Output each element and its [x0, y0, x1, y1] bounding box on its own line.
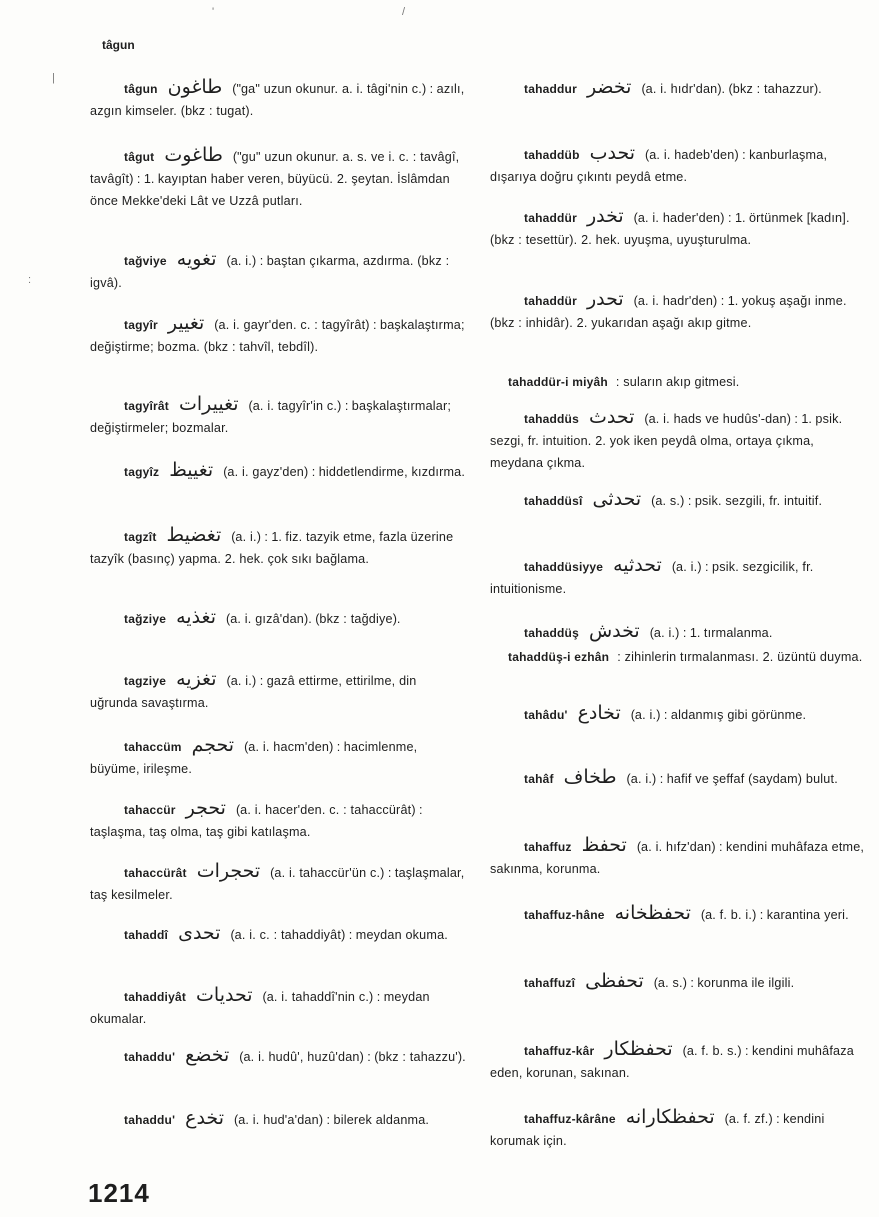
entry-head: tagziye	[124, 674, 167, 688]
entry-arabic: تخضع	[185, 1044, 230, 1066]
dictionary-entry	[90, 393, 466, 439]
dictionary-entry	[90, 1107, 466, 1131]
entry-head: tağviye	[124, 254, 167, 268]
entry-head: tahaddüş	[524, 626, 579, 640]
entry-arabic: تحدى	[178, 922, 221, 944]
dictionary-entry	[90, 312, 466, 358]
entry-definition: (a. i. hads ve hudûs'-dan) : 1. psik. sezgi, fr. intuition. 2. yok iken peydâ olma, ortaya çıkma, meydana çıkma.	[490, 412, 843, 470]
dictionary-entry	[490, 620, 868, 644]
entry-arabic: تحدثى	[592, 488, 642, 510]
entry-definition: (a. i. tagyîr'in c.) : başkalaştırmalar; değiştirmeler; bozmalar.	[90, 399, 452, 435]
dictionary-entry	[490, 766, 868, 790]
running-head: tâgun	[102, 38, 135, 52]
page-number: 1214	[88, 1178, 150, 1208]
entry-definition: ("ga" uzun okunur. a. i. tâgi'nin c.) : azılı, azgın kimseler. (bkz : tugat).	[90, 82, 465, 118]
entry-definition: (a. f. b. s.) : kendini muhâfaza eden, korunan, sakınan.	[490, 1044, 854, 1080]
entry-arabic: طاغوت	[164, 144, 223, 166]
entry-head: tahaccür	[124, 803, 176, 817]
entry-head: tahaddiyât	[124, 990, 187, 1004]
dictionary-entry	[490, 288, 868, 334]
entry-head: tahaffuz-kâr	[524, 1044, 595, 1058]
entry-arabic: تخدر	[586, 205, 624, 227]
entry-definition: (a. i.) : 1. fiz. tazyik etme, fazla üzerine tazyîk (basınç) yapma. 2. hek. çok sıkı bağlama.	[90, 530, 454, 566]
entry-arabic: تحفظكار	[604, 1038, 673, 1060]
dictionary-entry	[90, 524, 466, 570]
entry-arabic: تخدع	[185, 1107, 224, 1129]
entry-arabic: تحدر	[586, 288, 624, 310]
entry-head: tagyîz	[124, 465, 160, 479]
entry-head: tahaddüsî	[524, 494, 583, 508]
entry-head: tahâdu'	[524, 708, 568, 722]
scan-speck: :	[28, 274, 32, 286]
entry-definition: ("gu" uzun okunur. a. s. ve i. c. : tavâgî, tavâgît) : 1. kayıptan haber veren, büyücü. 2. şeytan. İslâmdan önce Mekke'deki Lât ve Uzzâ putları.	[90, 150, 460, 208]
dictionary-entry	[90, 248, 466, 294]
entry-head: tahaddur	[524, 82, 577, 96]
entry-definition: (a. i. tahaccür'ün c.) : taşlaşmalar, taş kesilmeler.	[90, 866, 465, 902]
entry-definition: (a. i. hudû', huzû'dan) : (bkz : tahazzu').	[239, 1050, 466, 1064]
dictionary-entry	[90, 984, 466, 1030]
dictionary-entry	[490, 142, 868, 188]
dictionary-entry	[90, 860, 466, 906]
scan-speck: |	[52, 72, 55, 84]
entry-arabic: تحجم	[191, 734, 235, 756]
dictionary-entry	[90, 922, 466, 946]
entry-head: tahaddüb	[524, 148, 580, 162]
dictionary-entry	[490, 205, 868, 251]
entry-definition: (a. i. hadeb'den) : kanburlaşma, dışarıya doğru çıkıntı peydâ etme.	[490, 148, 828, 184]
dictionary-entry	[490, 970, 868, 994]
entry-arabic: تغذيه	[176, 606, 216, 628]
entry-head: tahaccürât	[124, 866, 187, 880]
entry-arabic: تحجرات	[196, 860, 261, 882]
entry-head: tagzît	[124, 530, 157, 544]
entry-arabic: تغزيه	[176, 668, 217, 690]
entry-definition: (a. i.) : hafif ve şeffaf (saydam) bulut.	[626, 772, 838, 786]
scan-speck: /	[402, 6, 406, 18]
dictionary-entry	[490, 1038, 868, 1084]
entry-definition: (a. s.) : korunma ile ilgili.	[653, 976, 795, 990]
entry-head: tahaffuz	[524, 840, 572, 854]
dictionary-entry	[90, 797, 466, 843]
dictionary-entry	[490, 406, 868, 474]
dictionary-entry	[490, 646, 868, 668]
dictionary-entry	[490, 488, 868, 512]
entry-arabic: تحدثيه	[613, 554, 662, 576]
entry-arabic: تغيير	[167, 312, 205, 334]
entry-arabic: تخدش	[588, 620, 640, 642]
dictionary-entry	[90, 606, 466, 630]
entry-arabic: تحفظكارانه	[625, 1106, 715, 1128]
entry-arabic: تخادع	[577, 702, 621, 724]
entry-head: tahâf	[524, 772, 554, 786]
entry-definition: (a. i. hıfz'dan) : kendini muhâfaza etme, sakınma, korunma.	[490, 840, 865, 876]
entry-definition: (a. i. gayr'den. c. : tagyîrât) : başkalaştırma; değiştirme; bozma. (bkz : tahvîl, tebdîl).	[90, 318, 465, 354]
entry-definition: (a. i. hader'den) : 1. örtünmek [kadın]. (bkz : tesettür). 2. hek. uyuşma, uyuşturulma.	[490, 211, 850, 247]
entry-head: tâgun	[124, 82, 158, 96]
entry-head: tahaddüs	[524, 412, 579, 426]
entry-head: tahaccüm	[124, 740, 182, 754]
entry-arabic: طخاف	[563, 766, 617, 788]
entry-definition: : suların akıp gitmesi.	[615, 375, 740, 389]
entry-arabic: تحدث	[588, 406, 635, 428]
entry-arabic: تحفظ	[581, 834, 627, 856]
entry-definition: (a. i.) : 1. tırmalanma.	[649, 626, 773, 640]
entry-definition: (a. i. hud'a'dan) : bilerek aldanma.	[234, 1113, 430, 1127]
entry-definition: (a. i.) : gazâ ettirme, ettirilme, din uğrunda savaştırma.	[90, 674, 417, 710]
entry-definition: (a. i.) : psik. sezgicilik, fr. intuitionisme.	[490, 560, 814, 596]
dictionary-entry	[490, 1106, 868, 1152]
entry-definition: (a. f. zf.) : kendini korumak için.	[490, 1112, 825, 1148]
entry-arabic: تغييرات	[178, 393, 239, 415]
dictionary-entry	[490, 76, 868, 100]
entry-definition: (a. f. b. i.) : karantina yeri.	[700, 908, 849, 922]
entry-definition: (a. i. hacm'den) : hacimlenme, büyüme, irileşme.	[90, 740, 418, 776]
entry-arabic: طاغون	[167, 76, 223, 98]
entry-arabic: تحديات	[196, 984, 253, 1006]
entry-definition: (a. i. hacer'den. c. : tahaccürât) : taşlaşma, taş olma, taş gibi katılaşma.	[90, 803, 423, 839]
dictionary-entry	[90, 144, 466, 212]
entry-arabic: تحجر	[185, 797, 226, 819]
entry-arabic: تغضيط	[166, 524, 222, 546]
entry-definition: (a. i. gızâ'dan). (bkz : tağdiye).	[226, 612, 401, 626]
entry-head: tahaddür	[524, 294, 577, 308]
entry-head: tahaddu'	[124, 1050, 176, 1064]
entry-definition: (a. i.) : aldanmış gibi görünme.	[630, 708, 807, 722]
entry-definition: (a. i. gayz'den) : hiddetlendirme, kızdırma.	[223, 465, 466, 479]
entry-definition: (a. i.) : baştan çıkarma, azdırma. (bkz : igvâ).	[90, 254, 450, 290]
entry-head: tağziye	[124, 612, 167, 626]
entry-definition: (a. i. hadr'den) : 1. yokuş aşağı inme. (bkz : inhidâr). 2. yukarıdan aşağı akıp gitme.	[490, 294, 847, 330]
dictionary-entry	[490, 702, 868, 726]
entry-definition: (a. i. c. : tahaddiyât) : meydan okuma.	[230, 928, 448, 942]
entry-head: tahaffuz-hâne	[524, 908, 605, 922]
entry-arabic: تغييظ	[169, 459, 214, 481]
entry-head: tahaddür	[524, 211, 577, 225]
entry-head: tagyîrât	[124, 399, 169, 413]
entry-definition: : zihinlerin tırmalanması. 2. üzüntü duyma.	[617, 650, 863, 664]
entry-head: tahaffuz-kârâne	[524, 1112, 616, 1126]
dictionary-entry	[490, 371, 868, 393]
entry-arabic: تحفظى	[585, 970, 644, 992]
entry-head: tahaddu'	[124, 1113, 176, 1127]
entry-head: tahaddür-i miyâh	[508, 375, 608, 389]
entry-head: tahaddüsiyye	[524, 560, 604, 574]
dictionary-entry	[90, 734, 466, 780]
entry-arabic: تغويه	[176, 248, 217, 270]
entry-arabic: تحفظخانه	[614, 902, 691, 924]
dictionary-entry	[490, 834, 868, 880]
entry-head: tâgut	[124, 150, 155, 164]
dictionary-entry	[90, 76, 466, 122]
entry-head: tagyîr	[124, 318, 158, 332]
dictionary-entry	[90, 1044, 466, 1068]
entry-definition: (a. s.) : psik. sezgili, fr. intuitif.	[651, 494, 823, 508]
scan-speck: '	[212, 6, 215, 18]
entry-head: tahaddî	[124, 928, 169, 942]
entry-arabic: تخضر	[586, 76, 632, 98]
dictionary-entry	[490, 902, 868, 926]
entry-head: tahaddüş-i ezhân	[508, 650, 610, 664]
dictionary-entry	[90, 668, 466, 714]
dictionary-entry	[90, 459, 466, 483]
entry-definition: (a. i. hıdr'dan). (bkz : tahazzur).	[641, 82, 822, 96]
dictionary-entry	[490, 554, 868, 600]
entry-arabic: تحدب	[589, 142, 636, 164]
entry-definition: (a. i. tahaddî'nin c.) : meydan okumalar.	[90, 990, 430, 1026]
entry-head: tahaffuzî	[524, 976, 576, 990]
